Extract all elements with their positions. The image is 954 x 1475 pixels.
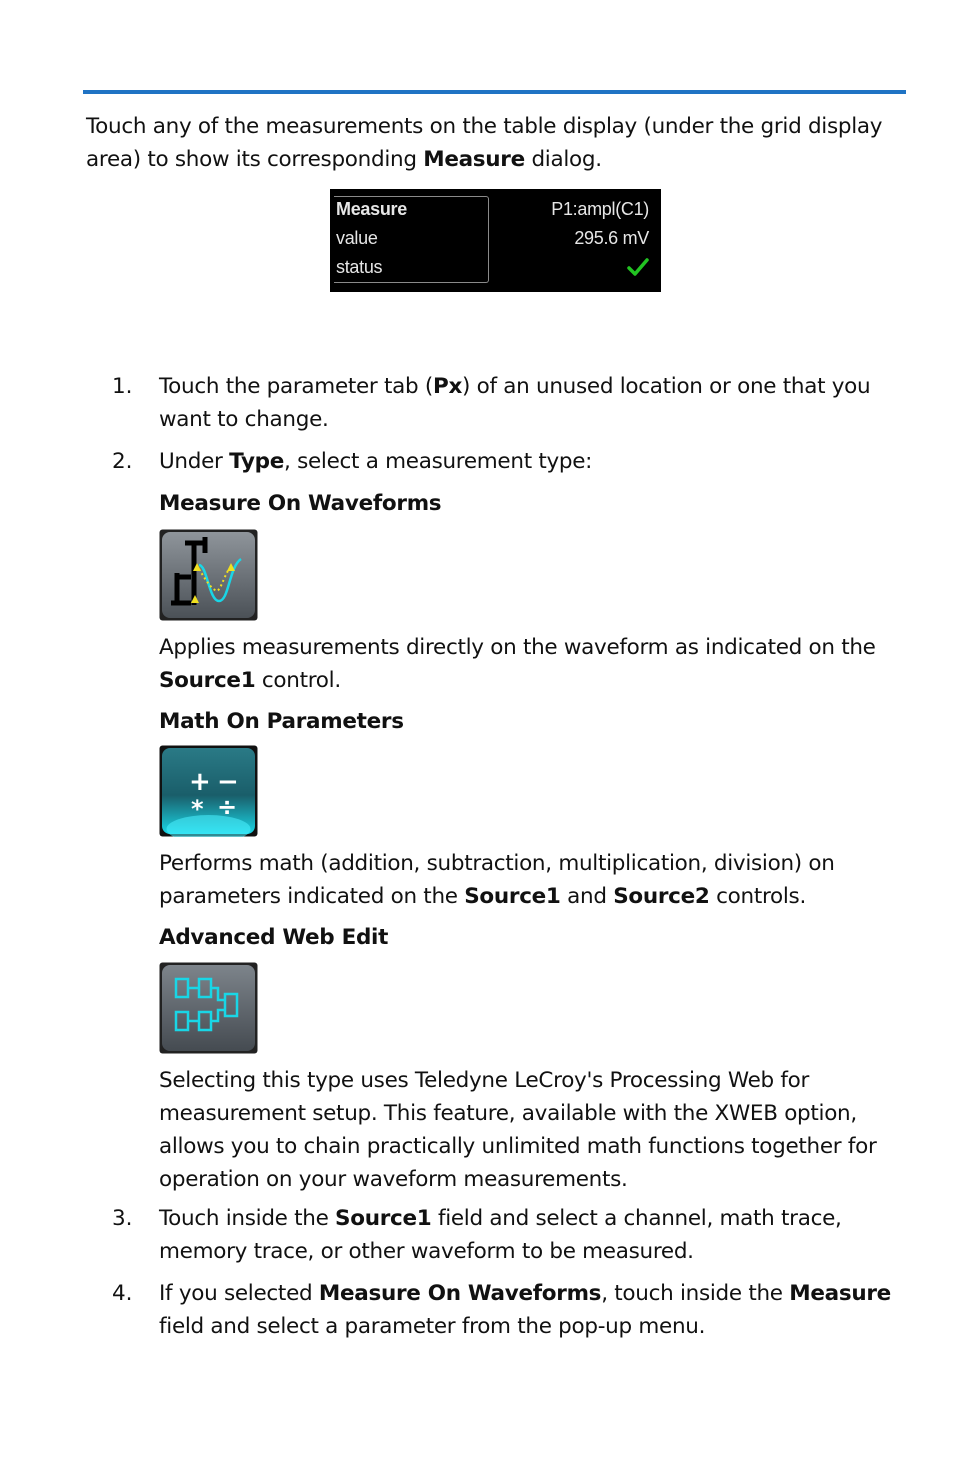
intro-text: Touch any of the measurements on the table display (under the grid display area) to show its corresponding xyxy=(86,114,883,172)
step-number: 3. xyxy=(112,1206,133,1231)
processing-web-icon[interactable] xyxy=(159,962,258,1054)
measure-table[interactable] xyxy=(330,189,661,292)
step-text xyxy=(159,1202,909,1268)
desc-text: and xyxy=(560,884,614,909)
desc-text: Performs math (addition, subtraction, multiplication, division) on parameters indicated on the xyxy=(159,851,835,909)
desc-text: control. xyxy=(255,668,341,693)
intro-paragraph xyxy=(86,110,916,176)
step-text-part: , select a measurement type: xyxy=(284,449,593,474)
check-icon xyxy=(627,257,649,277)
svg-text:+: + xyxy=(189,767,211,797)
step-number: 4. xyxy=(112,1281,133,1306)
desc-bold: Source2 xyxy=(613,884,710,909)
desc-text: Applies measurements directly on the waveform as indicated on the xyxy=(159,635,876,660)
step-text-part: field and select a channel, math trace, memory trace, or other waveform to be measured. xyxy=(159,1206,842,1264)
desc-bold: Source1 xyxy=(464,884,561,909)
type-heading: Math On Parameters xyxy=(159,709,404,734)
svg-text:÷: ÷ xyxy=(217,793,238,821)
type-heading: Measure On Waveforms xyxy=(159,491,442,516)
type-description xyxy=(159,631,909,697)
step-number: 1. xyxy=(112,374,133,399)
desc-bold: Source1 xyxy=(159,668,256,693)
step-text xyxy=(159,1277,909,1343)
svg-text:*: * xyxy=(191,795,204,823)
step-text-part: Touch the parameter tab ( xyxy=(159,374,433,399)
type-heading: Advanced Web Edit xyxy=(159,925,389,950)
math-operators-icon[interactable] xyxy=(159,745,258,837)
step-bold: Source1 xyxy=(335,1206,432,1231)
svg-text:−: − xyxy=(217,767,239,797)
step-text xyxy=(159,370,909,436)
step-text-part: If you selected xyxy=(159,1281,319,1306)
parameter-name[interactable]: P1:ampl(C1) xyxy=(551,199,649,219)
measure-value: 295.6 mV xyxy=(574,228,649,248)
step-text xyxy=(159,445,909,478)
step-text-part: field and select a parameter from the pop-up menu. xyxy=(159,1314,706,1339)
step-number: 2. xyxy=(112,449,133,474)
value-label: value xyxy=(336,228,378,248)
step-text-part: Touch inside the xyxy=(159,1206,336,1231)
step-bold: Px xyxy=(432,374,463,399)
measure-waveform-icon[interactable] xyxy=(159,529,258,621)
type-description xyxy=(159,847,909,913)
intro-text-end: dialog. xyxy=(524,147,602,172)
step-bold: Measure On Waveforms xyxy=(318,1281,602,1306)
measure-label: Measure xyxy=(336,199,407,219)
step-text-part: ) of an unused location or one that you want to change. xyxy=(159,374,871,432)
step-bold: Measure xyxy=(789,1281,891,1306)
step-text-part: Under xyxy=(159,449,230,474)
header-rule xyxy=(83,90,906,94)
desc-text: controls. xyxy=(709,884,806,909)
intro-bold: Measure xyxy=(423,147,525,172)
status-label: status xyxy=(336,257,383,277)
step-bold: Type xyxy=(229,449,285,474)
type-description: Selecting this type uses Teledyne LeCroy's Processing Web for measurement setup. This feature, available with the XWEB option, allows you to chain practically unlimited math functions together for operation on your waveform measurements. xyxy=(159,1068,877,1192)
step-text-part: , touch inside the xyxy=(601,1281,790,1306)
